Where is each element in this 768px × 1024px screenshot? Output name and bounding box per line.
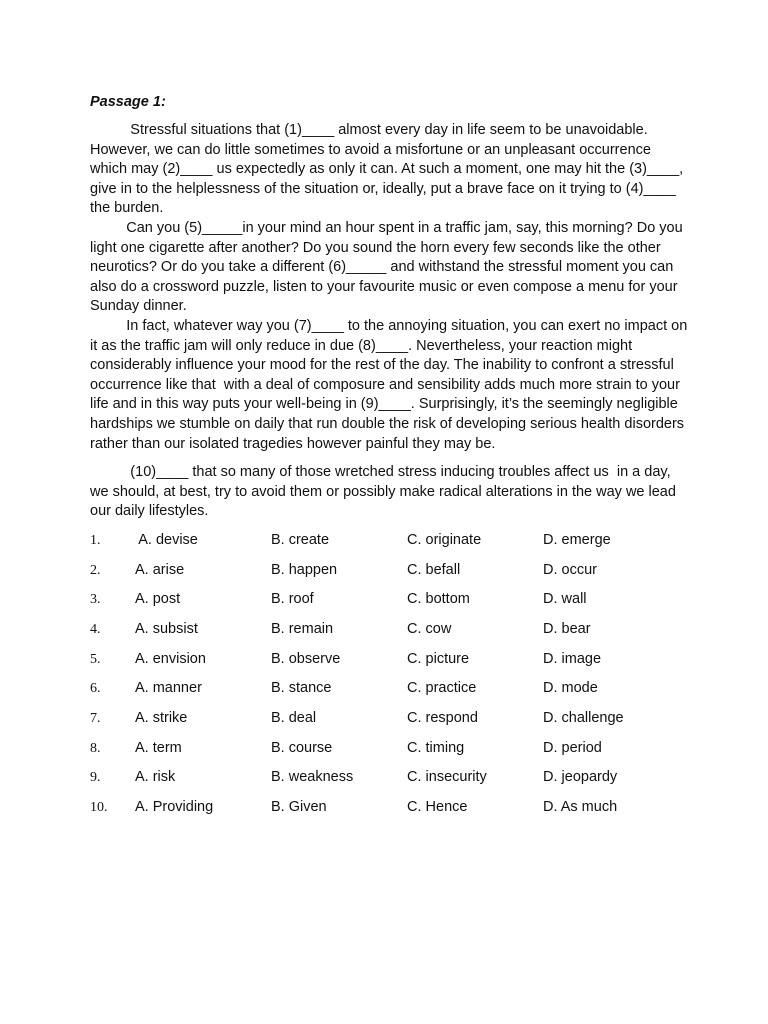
option-a: A. strike [135,710,188,726]
option-a: A. devise [135,531,198,548]
option-row [90,679,690,709]
paragraph-4: (10)____ that so many of those wretched stress inducing troubles affect us in a day, we should, at best, try to avoid them or possibly make radical alterations in the way we lead our daily lifestyles. [90,464,680,520]
option-b: B. stance [271,680,332,697]
option-a: A. post [135,591,181,608]
option-c: C. cow [407,620,452,637]
question-number: 5. [90,651,101,667]
option-d: D. As much [543,799,618,816]
option-d: D. period [543,739,602,756]
question-number: 10. [90,800,108,816]
option-row [90,531,690,561]
passage-title: Passage 1: [90,94,166,110]
paragraph-1: Stressful situations that (1)____ almost every day in life seem to be unavoidable. However, we can do little sometimes to avoid a misfortune or an unpleasant occurrence which may (2)____ us expectedly as only it can. At such a moment, one may hit the (3)____, give in to the helplessness of the situation or, ideally, put a brave face on it trying to (4)____ the burden. [90,122,688,217]
option-row [90,739,690,769]
option-b: B. happen [271,561,338,578]
option-d: D. mode [543,680,598,697]
option-a: A. arise [135,561,185,578]
option-a: A. Providing [135,799,214,816]
question-number: 1. [90,532,101,548]
answer-options [90,531,690,828]
option-a: A. risk [135,769,176,786]
question-number: 2. [90,562,101,578]
paragraph-2: Can you (5)_____in your mind an hour spent in a traffic jam, say, this morning? Do you light one cigarette after another? Do you sound the horn every few seconds like the other neurotics? Or do you take a different (6)_____ and withstand the stressful moment you can also do a crossword puzzle, listen to your favourite music or even compose a menu for your Sunday dinner. [90,219,687,315]
option-c: C. timing [407,739,465,756]
question-number: 4. [90,621,101,637]
question-number: 8. [90,740,101,756]
option-a: A. manner [135,680,202,697]
option-a: A. subsist [135,620,198,637]
option-row [90,650,690,680]
option-row [90,798,690,828]
question-number: 7. [90,711,101,726]
option-b: B. remain [271,620,334,637]
option-d: D. challenge [543,710,624,726]
option-d: D. emerge [543,531,611,548]
option-row [90,561,690,591]
option-c: C. practice [407,680,477,697]
option-b: B. roof [271,591,314,608]
option-c: C. insecurity [407,769,487,786]
option-d: D. wall [543,591,587,608]
option-c: C. Hence [407,799,468,816]
option-d: D. bear [543,620,591,637]
option-b: B. observe [271,650,341,667]
option-b: B. course [271,739,333,756]
option-c: C. respond [407,710,478,726]
option-d: D. occur [543,561,597,578]
question-number: 3. [90,592,101,608]
option-row [90,620,690,650]
option-b: B. Given [271,799,327,816]
option-b: B. create [271,531,330,548]
option-a: A. term [135,739,182,756]
option-c: C. originate [407,531,482,548]
document-page [90,92,690,828]
option-b: B. weakness [271,769,354,786]
option-c: C. bottom [407,591,470,608]
option-b: B. deal [271,710,317,726]
question-number: 6. [90,681,101,697]
option-a: A. envision [135,650,206,667]
question-number: 9. [90,770,101,786]
option-row [90,768,690,798]
option-row [90,590,690,620]
option-d: D. image [543,650,602,667]
option-row [90,709,690,739]
option-c: C. befall [407,561,461,578]
option-d: D. jeopardy [543,769,618,786]
paragraph-3: In fact, whatever way you (7)____ to the annoying situation, you can exert no impact on it as the traffic jam will only reduce in due (8)____. Nevertheless, your reaction might considerably influence your mood for the rest of the day. The inability to confront a stressful occurrence like that with a deal of composure and sensibility adds much more strain to your life and in this way puts your well-being in (9)____. Surprisingly, it’s the seemingly negligible hardships we stumble on daily that run double the risk of developing serious health disorders rather than our isolated tragedies however painful they may be. [90,317,692,452]
option-c: C. picture [407,650,470,667]
